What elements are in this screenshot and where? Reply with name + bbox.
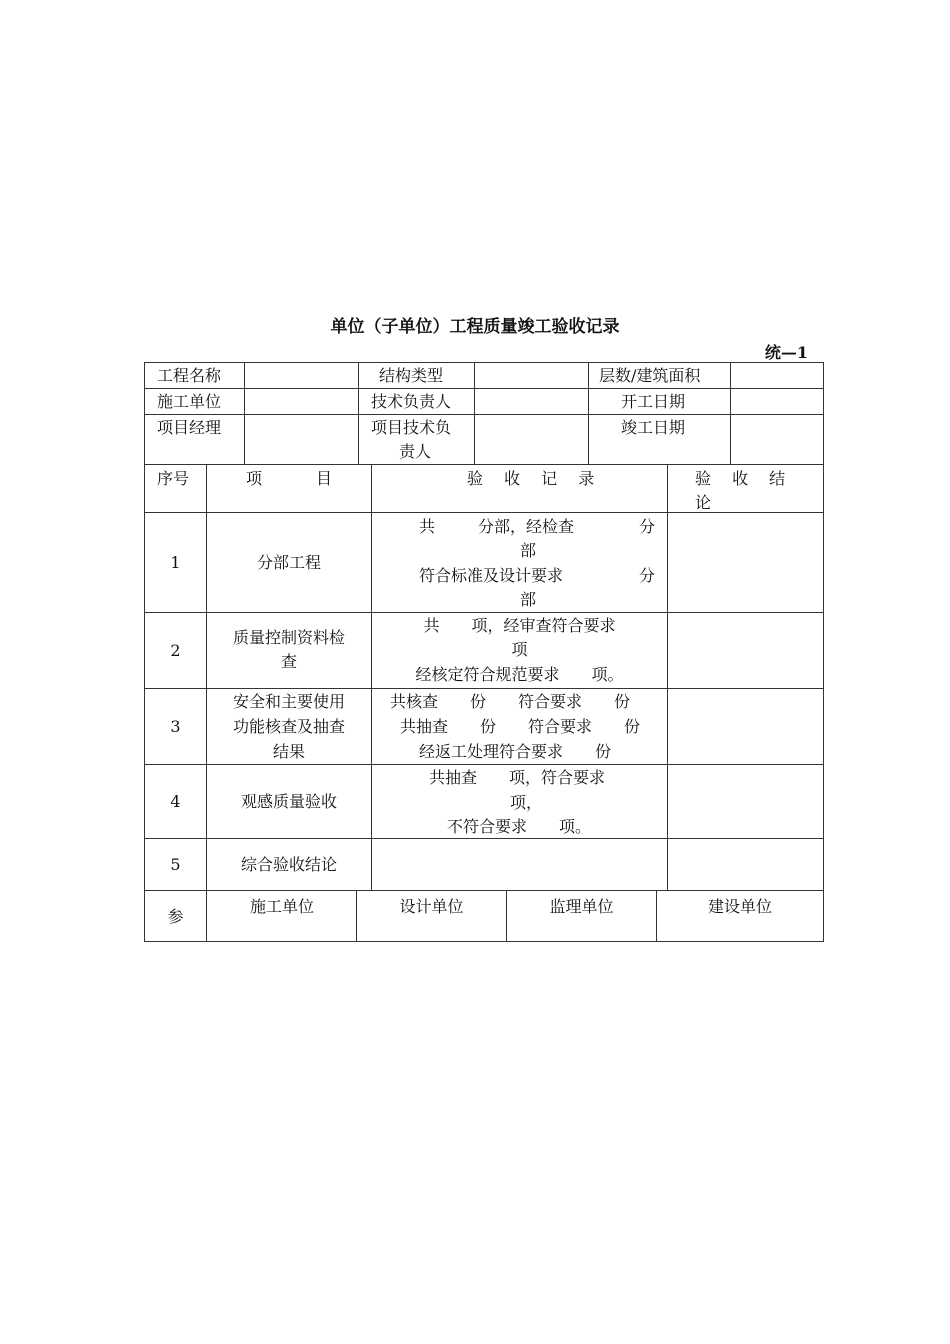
- row-4-record-3: 不符合要求 项。: [447, 817, 592, 836]
- row-2-record-3: 经核定符合规范要求 项。: [415, 665, 624, 684]
- label-start-date: 开工日期: [621, 392, 686, 411]
- header-record: 验 收 记 录: [467, 469, 603, 488]
- row-2-record-1: 共 项，经审查符合要求: [423, 616, 616, 635]
- label-completion-date: 竣工日期: [621, 418, 686, 437]
- participants-label: 参: [167, 906, 184, 926]
- row-3-item-line2: 功能核查及抽查: [232, 717, 345, 736]
- label-project-name: 工程名称: [157, 366, 222, 385]
- participant-design-unit: 设计单位: [399, 897, 464, 916]
- participant-construction-unit: 施工单位: [249, 897, 314, 916]
- header-item-1: 项: [246, 469, 263, 488]
- row-4-record-1: 共抽查 项，符合要求: [429, 768, 606, 787]
- row-3-item-line1: 安全和主要使用: [232, 692, 345, 711]
- row-1-record-3a: 符合标准及设计要求: [419, 566, 564, 585]
- acceptance-form-table: [144, 362, 824, 942]
- participant-owner-unit: 建设单位: [707, 897, 772, 916]
- row-5-item: 综合验收结论: [240, 854, 337, 874]
- row-3-item-line3: 结果: [272, 742, 305, 761]
- label-project-tech-lead-line1: 项目技术负: [371, 418, 452, 437]
- row-2-item-line2: 查: [280, 652, 297, 671]
- row-1-seq: 1: [170, 552, 181, 572]
- row-1-record-1b: 分部，经检查: [478, 517, 575, 536]
- label-project-manager: 项目经理: [157, 418, 222, 437]
- header-conclusion: 验 收 结 论: [695, 469, 794, 512]
- form-code: 统—1: [764, 343, 808, 362]
- row-4-seq: 4: [170, 791, 181, 811]
- label-tech-lead: 技术负责人: [371, 392, 452, 411]
- page-title: 单位（子单位）工程质量竣工验收记录: [330, 317, 620, 337]
- row-3-seq: 3: [170, 716, 181, 736]
- label-structure-type: 结构类型: [379, 366, 444, 385]
- header-seq: 序号: [157, 469, 190, 488]
- label-floors-area: 层数/建筑面积: [599, 366, 701, 385]
- row-3-record-3: 经返工处理符合要求 份: [419, 742, 612, 761]
- row-3-record-1: 共核查 份 符合要求 份: [390, 692, 631, 711]
- label-project-tech-lead-line2: 责人: [399, 442, 432, 461]
- row-1-record-1a: 共: [419, 517, 436, 536]
- row-1-record-4: 部: [520, 590, 537, 609]
- row-3-record-2: 共抽查 份 符合要求 份: [400, 717, 641, 736]
- row-2-item-line1: 质量控制资料检: [232, 628, 345, 647]
- row-2-record-2: 项: [511, 640, 528, 659]
- row-1-record-3b: 分: [639, 566, 656, 585]
- row-4-item: 观感质量验收: [240, 791, 337, 811]
- participant-supervision-unit: 监理单位: [549, 897, 614, 916]
- row-1-record-1c: 分: [639, 517, 656, 536]
- row-2-seq: 2: [170, 640, 181, 660]
- label-construction-unit: 施工单位: [157, 392, 222, 411]
- row-4-record-2: 项，: [510, 793, 543, 812]
- row-1-record-2: 部: [520, 541, 537, 560]
- header-item-2: 目: [316, 469, 333, 488]
- row-5-seq: 5: [170, 854, 181, 874]
- row-1-item: 分部工程: [256, 552, 321, 572]
